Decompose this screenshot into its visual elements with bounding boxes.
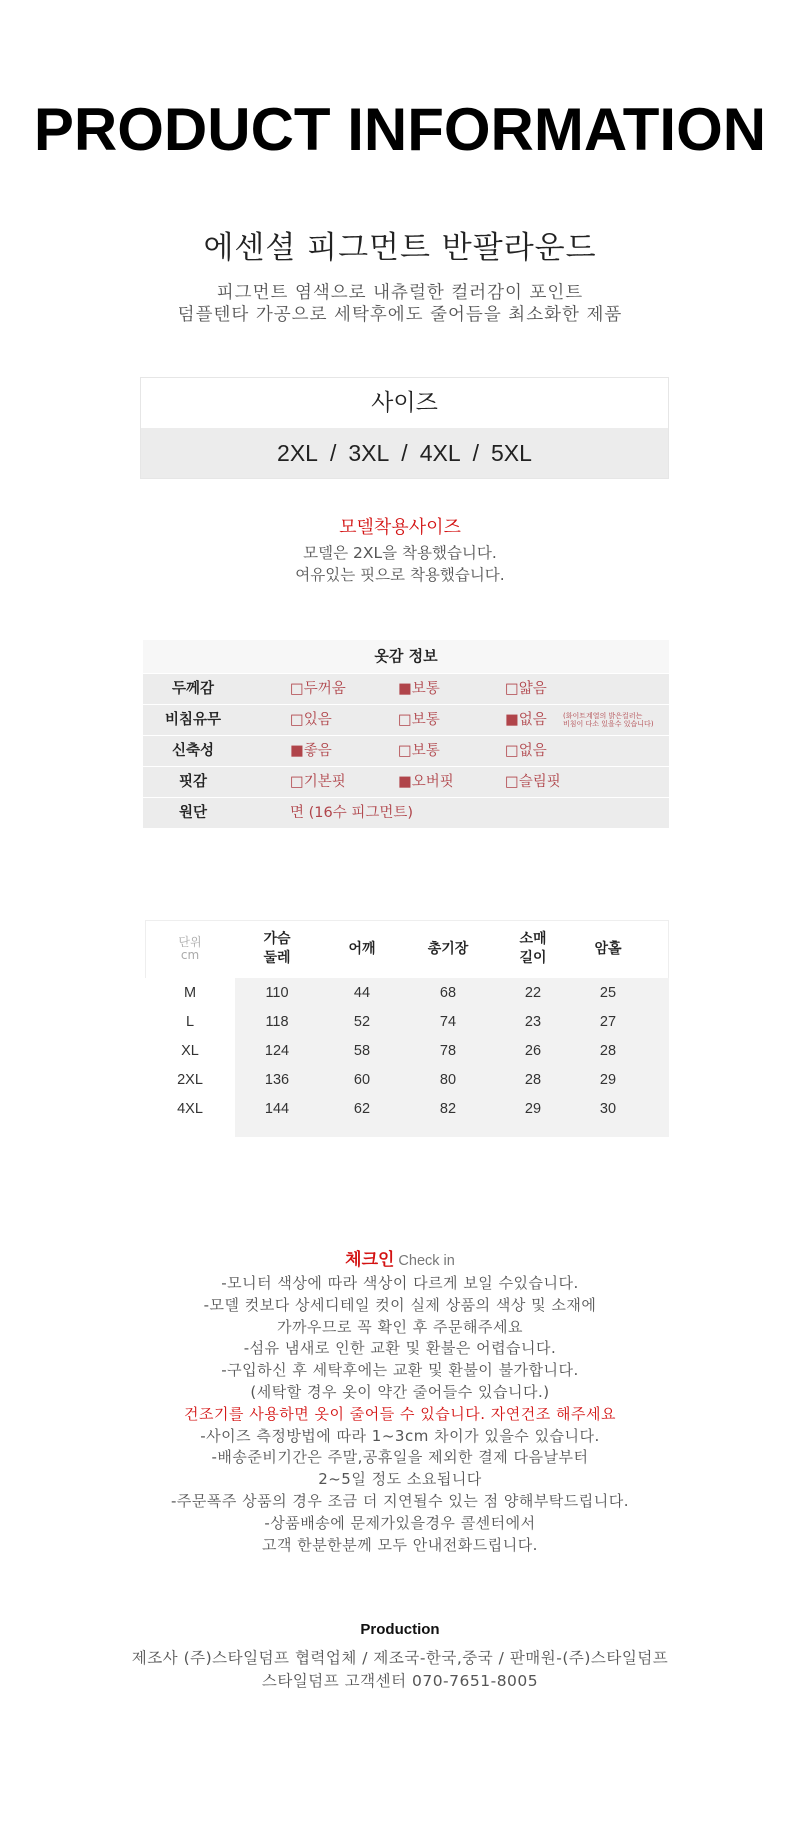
- table-row: [145, 1065, 669, 1094]
- measurement-table: [145, 920, 669, 1137]
- notice-line: -모델 컷보다 상세디테일 컷이 실제 상품의 색상 및 소재에: [203, 1295, 597, 1314]
- value-cell: 110: [235, 978, 319, 1007]
- value-cell-spacer: [641, 1065, 669, 1094]
- size-value: 2XL: [277, 440, 318, 466]
- value-cell-spacer: [641, 1007, 669, 1036]
- table-pad-cell: [319, 1123, 405, 1137]
- table-row: [145, 1094, 669, 1123]
- value-cell: 29: [491, 1094, 575, 1123]
- notice-line: 고객 한분한분께 모두 안내전화드립니다.: [262, 1535, 538, 1554]
- value-cell: 124: [235, 1036, 319, 1065]
- measurement-header-row: [145, 920, 669, 978]
- fabric-info-label: 두께감: [171, 681, 215, 697]
- page-title: PRODUCT INFORMATION: [33, 96, 767, 163]
- fabric-option: □얇음: [505, 681, 547, 697]
- value-cell: 80: [405, 1065, 491, 1094]
- production-line: 제조사 (주)스타일덤프 협력업체 / 제조국-한국,중국 / 판매원-(주)스타일덤프: [131, 1649, 669, 1667]
- size-cell: 2XL: [145, 1065, 235, 1094]
- column-header-line: 길이: [519, 950, 547, 966]
- size-cell: XL: [145, 1036, 235, 1065]
- column-header: [491, 920, 575, 978]
- fabric-option: □보통: [398, 743, 440, 759]
- value-cell: 78: [405, 1036, 491, 1065]
- fabric-option: □보통: [398, 712, 440, 728]
- table-row: [145, 978, 669, 1007]
- table-bottom-padding: [145, 1123, 669, 1137]
- production-title: Production: [360, 1621, 440, 1638]
- size-values: [141, 428, 668, 478]
- table-pad-cell: [235, 1123, 319, 1137]
- fabric-option: ■좋음: [290, 743, 332, 759]
- size-box: [140, 377, 669, 479]
- fabric-info-row: [143, 736, 669, 767]
- size-cell: L: [145, 1007, 235, 1036]
- column-header: 어깨: [348, 940, 376, 957]
- notice-line-warning: 건조기를 사용하면 옷이 줄어들 수 있습니다. 자연건조 해주세요: [184, 1404, 616, 1423]
- fabric-info-label: 신축성: [171, 743, 215, 759]
- table-pad-cell: [575, 1123, 641, 1137]
- size-title: 사이즈: [141, 378, 668, 428]
- value-cell: 62: [319, 1094, 405, 1123]
- fabric-info-table: [143, 640, 669, 829]
- fabric-info-row: [143, 767, 669, 798]
- column-header-line: 소매: [519, 931, 547, 947]
- table-row: [145, 1036, 669, 1065]
- fabric-info-title: 옷감 정보: [143, 640, 669, 674]
- table-pad-cell: [641, 1123, 669, 1137]
- value-cell: 118: [235, 1007, 319, 1036]
- notice-line: -배송준비기간은 주말,공휴일을 제외한 결제 다음날부터: [211, 1448, 589, 1467]
- product-name: 에센셜 피그먼트 반팔라운드: [203, 230, 597, 266]
- table-pad-cell: [405, 1123, 491, 1137]
- product-desc-line: 피그먼트 염색으로 내츄럴한 컬러감이 포인트: [216, 283, 584, 303]
- value-cell: 27: [575, 1007, 641, 1036]
- model-size-line: 모델은 2XL을 착용했습니다.: [303, 544, 497, 562]
- unit-line: cm: [180, 948, 200, 962]
- fabric-info-row: [143, 674, 669, 705]
- column-header-line: 가슴: [263, 931, 291, 947]
- value-cell: 25: [575, 978, 641, 1007]
- fabric-info-row: [143, 798, 669, 829]
- fabric-note-line: 비침이 다소 있을수 있습니다): [563, 720, 654, 728]
- fabric-info-label: 비침유무: [164, 712, 222, 728]
- value-cell: 29: [575, 1065, 641, 1094]
- production-line: 스타일덤프 고객센터 070-7651-8005: [261, 1672, 539, 1690]
- checkin-title: [0, 1248, 800, 1273]
- table-pad-cell: [491, 1123, 575, 1137]
- size-value: 4XL: [419, 440, 461, 466]
- fabric-info-label: 핏감: [178, 774, 207, 790]
- value-cell: 60: [319, 1065, 405, 1094]
- notice-line: -주문폭주 상품의 경우 조금 더 지연될수 있는 점 양해부탁드립니다.: [170, 1491, 630, 1510]
- value-cell: 23: [491, 1007, 575, 1036]
- value-cell: 44: [319, 978, 405, 1007]
- product-desc-line: 덤플텐타 가공으로 세탁후에도 줄어듬을 최소화한 제품: [177, 305, 623, 325]
- notice-line: -섬유 냄새로 인한 교환 및 환불은 어렵습니다.: [243, 1339, 557, 1358]
- value-cell: 28: [491, 1065, 575, 1094]
- value-cell: 144: [235, 1094, 319, 1123]
- notice-line: -모니터 색상에 따라 색상이 다르게 보일 수있습니다.: [221, 1274, 579, 1292]
- fabric-option: ■오버핏: [398, 774, 454, 790]
- fabric-material: 면 (16수 피그먼트): [290, 805, 414, 821]
- value-cell: 26: [491, 1036, 575, 1065]
- notice-line: -상품배송에 문제가있을경우 콜센터에서: [264, 1513, 536, 1532]
- value-cell: 30: [575, 1094, 641, 1123]
- size-separator: /: [472, 440, 480, 466]
- size-cell: M: [145, 978, 235, 1007]
- value-cell: 74: [405, 1007, 491, 1036]
- fabric-note-line: (화이트계열의 밝은컬러는: [563, 712, 643, 720]
- fabric-note: [563, 712, 673, 728]
- model-size-line: 여유있는 핏으로 착용했습니다.: [295, 566, 505, 584]
- column-header: [235, 920, 319, 978]
- fabric-option: □기본핏: [290, 774, 346, 790]
- column-header: 총기장: [427, 940, 469, 957]
- value-cell: 136: [235, 1065, 319, 1094]
- unit-line: 단위: [178, 935, 202, 949]
- unit-label: [145, 920, 235, 978]
- value-cell: 58: [319, 1036, 405, 1065]
- value-cell: 68: [405, 978, 491, 1007]
- value-cell-spacer: [641, 1094, 669, 1123]
- fabric-option: ■없음: [505, 712, 547, 728]
- fabric-info-row: [143, 705, 669, 736]
- notice-line: (세탁할 경우 옷이 약간 줄어들수 있습니다.): [250, 1382, 550, 1401]
- fabric-option: □두꺼움: [290, 681, 346, 697]
- notice-line: -사이즈 측정방법에 따라 1~3cm 차이가 있을수 있습니다.: [200, 1426, 600, 1445]
- value-cell-spacer: [641, 978, 669, 1007]
- size-separator: /: [401, 440, 408, 466]
- size-cell: 4XL: [145, 1094, 235, 1123]
- checkin-title-en: Check in: [398, 1253, 455, 1269]
- notice-line: -구입하신 후 세탁후에는 교환 및 환불이 불가합니다.: [221, 1361, 579, 1380]
- size-value: 3XL: [348, 440, 390, 466]
- value-cell-spacer: [641, 1036, 669, 1065]
- checkin-notice-list: [0, 1273, 800, 1556]
- fabric-option: □슬림핏: [505, 774, 561, 790]
- product-description: [0, 282, 800, 326]
- model-size-title: 모델착용사이즈: [339, 517, 461, 538]
- fabric-option: □있음: [290, 712, 332, 728]
- value-cell: 82: [405, 1094, 491, 1123]
- column-spacer: [641, 920, 669, 978]
- size-value: 5XL: [491, 440, 532, 466]
- value-cell: 52: [319, 1007, 405, 1036]
- value-cell: 22: [491, 978, 575, 1007]
- notice-line: 가까우므로 꼭 확인 후 주문해주세요: [277, 1317, 523, 1336]
- value-cell: 28: [575, 1036, 641, 1065]
- fabric-option: □없음: [505, 743, 547, 759]
- column-header-line: 둘레: [263, 950, 291, 966]
- size-separator: /: [329, 440, 337, 466]
- table-row: [145, 1007, 669, 1036]
- fabric-option: ■보통: [398, 681, 440, 697]
- production-info: [0, 1647, 800, 1693]
- notice-line: 2~5일 정도 소요됩니다: [318, 1470, 482, 1489]
- column-header: 암홀: [594, 940, 622, 957]
- fabric-info-label: 원단: [178, 805, 207, 821]
- checkin-title-ko: 체크인: [345, 1250, 395, 1270]
- table-pad-cell: [145, 1123, 235, 1137]
